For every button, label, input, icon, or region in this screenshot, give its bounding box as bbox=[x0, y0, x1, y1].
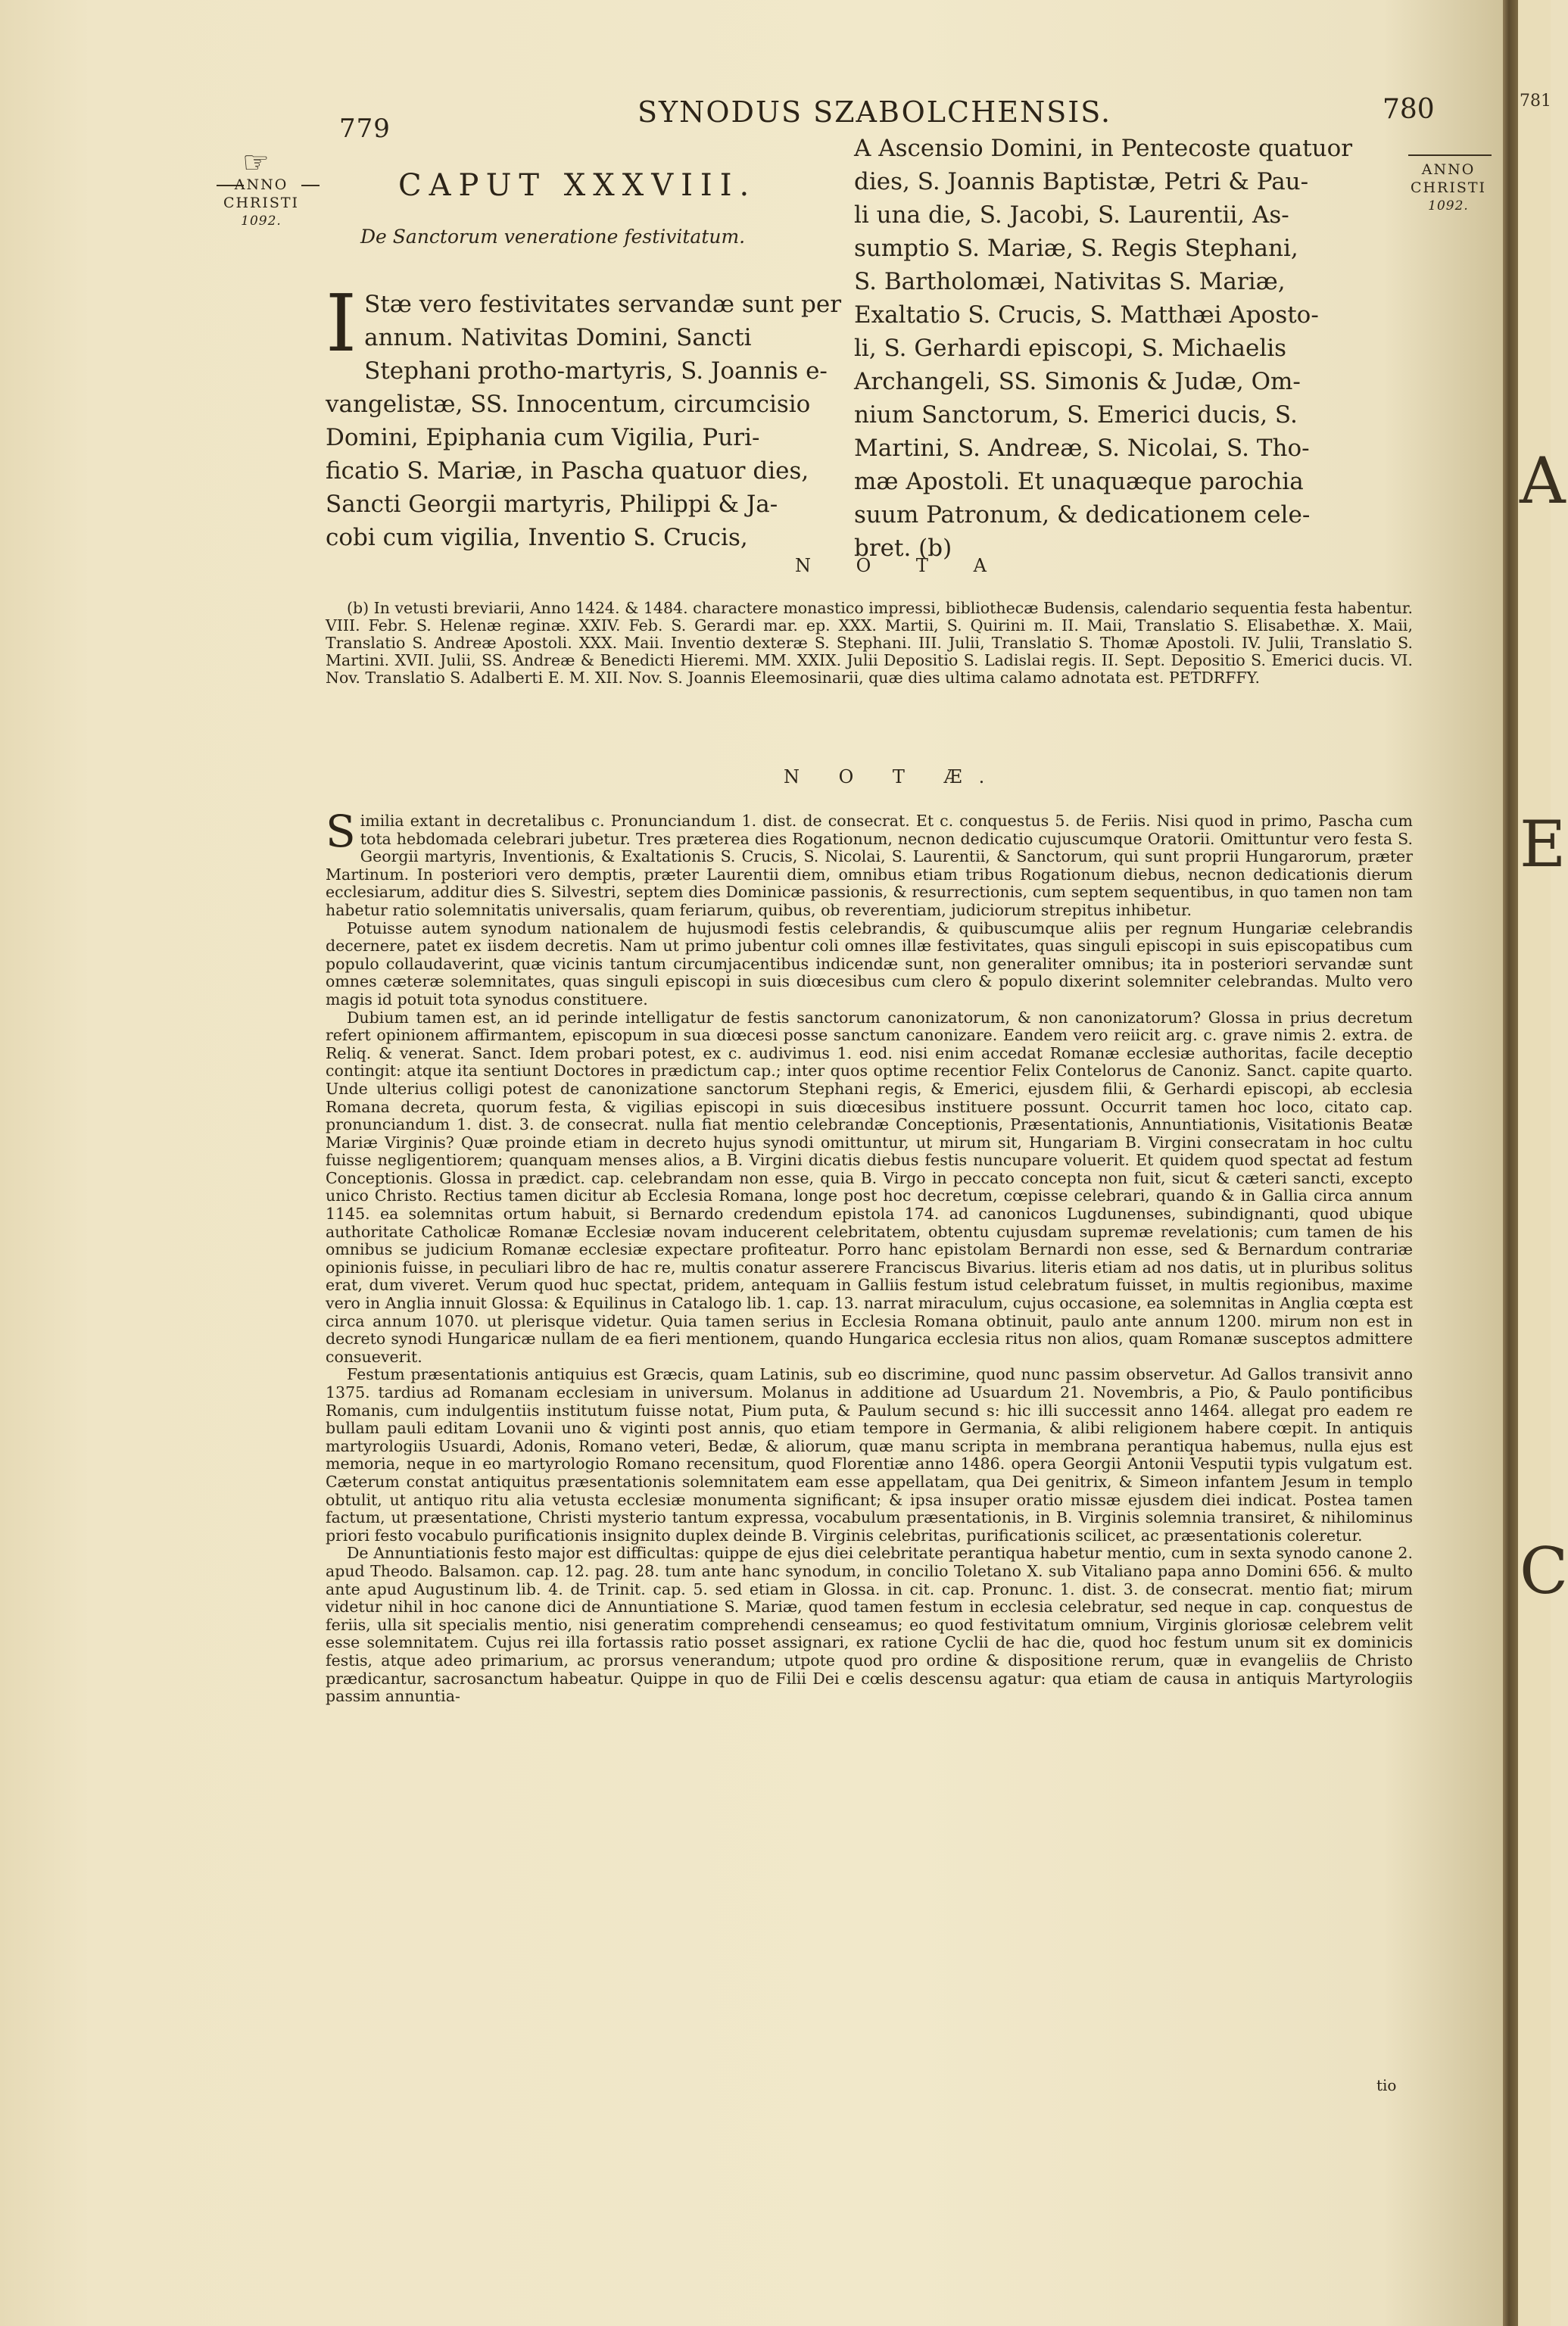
text-line: li una die, S. Jacobi, S. Laurentii, As- bbox=[854, 201, 1289, 229]
nota-footnote bbox=[326, 600, 1413, 687]
margin-note-anno-christi-right bbox=[1403, 161, 1494, 215]
text-line: Domini, Epiphania cum Vigilia, Puri- bbox=[326, 424, 760, 451]
book-gutter bbox=[1503, 0, 1518, 2326]
notae-paragraph-4: Festum præsentationis antiquius est Græcis, quam Latinis, sub eo discrimine, quod nunc passim observetur. Ad Gallos transivit anno 1375. tardius ad Romanam ecclesiam in universum. Molanus in additione ad Usuardum 21. Novembris, a Pio, & Paulo pontificibus Romanis, cum indulgentiis institutum fuisse notat, Pium puta, & Paulum secund s: hic illi successit anno 1464. allegat pro eadem re bullam pauli editam Lovanii uno & viginti post annis, quo etiam tempore in Germania, & alibi religionem habere cœpit. In antiquis martyrologiis Usuardi, Adonis, Romano veteri, Bedæ, & aliorum, quæ manu scripta in membrana perantiqua habemus, nulla ejus est memoria, neque in eo martyrologio Romano recensitum, quod Florentiæ anno 1486. opera Georgii Antonii Vesputii typis vulgatum est. Cæterum constat antiquitus præsentationis solemnitatem eam esse appellatam, qua Dei genitrix, & Simeon infantem Jesum in templo obtulit, ut antiquo ritu alia vetusta ecclesiæ monumenta significant; & ipsa insuper oratio missæ ejusdem diei indicat. Postea tamen factum, ut præsentatione, Christi mysterio tantum expressa, vocabulum præsentationis, in B. Virginis solemnia transiret, & nihilominus priori festo vocabulo purificationis insignito duplex deinde B. Virginis celebritas, purificationis scilicet, ac præsentationis coleretur. bbox=[326, 1365, 1413, 1545]
text-line: Archangeli, SS. Simonis & Judæ, Om- bbox=[854, 368, 1301, 395]
text-line: Stephani protho-martyris, S. Joannis e- bbox=[364, 357, 828, 385]
text-line: nium Sanctorum, S. Emerici ducis, S. bbox=[854, 401, 1298, 429]
drop-cap-letter: S bbox=[326, 806, 356, 857]
right-column-text bbox=[854, 132, 1407, 565]
text-line: annum. Nativitas Domini, Sancti bbox=[364, 324, 752, 351]
text-line: Exaltatio S. Crucis, S. Matthæi Aposto- bbox=[854, 301, 1319, 329]
text-line: Stæ vero festivitates servandæ sunt per bbox=[364, 291, 842, 318]
text-line: vangelistæ, SS. Innocentum, circumcisio bbox=[326, 391, 811, 418]
text-line: li, S. Gerhardi episcopi, S. Michaelis bbox=[854, 335, 1287, 362]
pointing-hand-icon: ☞ bbox=[242, 145, 270, 180]
text-line: suum Patronum, & dedicationem cele- bbox=[854, 501, 1311, 528]
text-line: A Ascensio Domini, in Pentecoste quatuor bbox=[854, 135, 1353, 162]
next-page-edge bbox=[1518, 0, 1568, 2326]
margin-year: 1092. bbox=[1428, 198, 1469, 214]
margin-note-anno-christi-left bbox=[204, 176, 318, 230]
margin-anno: ANNO bbox=[234, 176, 288, 193]
notae-paragraph-1-text: imilia extant in decretalibus c. Pronunciandum 1. dist. de consecrat. Et c. conquestus 5. de Feriis. Nisi quod in primo, Pascha cum tota hebdomada celebrari jubetur. Tres præterea dies Rogationum, necnon dedicatio cujuscumque Oratorii. Omittuntur vero festa S. Georgii martyris, Inventionis, & Exaltationis S. Crucis, S. Nicolai, S. Laurentii, & Sanctorum, qui sunt proprii Hungarorum, præter Martinum. In posteriori vero demptis, præter Laurentii diem, omnibus etiam tribus Rogationum diebus, necnon dedicationis dierum ecclesiarum, additur dies S. Silvestri, septem dies Dominicæ passionis, & resurrectionis, cum septem sequentibus, in quo tamen non tam habetur ratio solemnitatis universalis, quam feriarum, quibus, ob reverentiam, judiciorum strepitus inhibetur. bbox=[326, 812, 1413, 919]
running-title: SYNODUS SZABOLCHENSIS. bbox=[637, 95, 1112, 129]
chapter-subtitle: De Sanctorum veneratione festivitatum. bbox=[360, 226, 746, 248]
text-line: ficatio S. Mariæ, in Pascha quatuor dies, bbox=[326, 457, 809, 485]
notae-commentary bbox=[326, 806, 1413, 1706]
margin-christi: CHRISTI bbox=[1410, 179, 1487, 196]
notae-paragraph-1 bbox=[326, 806, 1413, 920]
next-page-letter-c: C bbox=[1520, 1534, 1568, 1608]
page-number-right: 780 bbox=[1383, 94, 1435, 125]
nota-paragraph: (b) In vetusti breviarii, Anno 1424. & 1484. charactere monastico impressi, bibliothecæ Budensis, calendario sequentia festa habentur. VIII. Febr. S. Helenæ reginæ. XXIV. Feb. S. Gerardi mar. ep. XXX. Martii, S. Quirini m. II. Maii, Translatio S. Elisabethæ. X. Maii, Translatio S. Andreæ Apostoli. XXX. Maii. Inventio dexteræ S. Stephani. III. Julii, Translatio S. Thomæ Apostoli. IV. Julii, Translatio S. Martini. XVII. Julii, SS. Andreæ & Benedicti Hieremi. MM. XXIX. Julii Depositio S. Ladislai regis. II. Sept. Depositio S. Emerici ducis. VI. Nov. Translatio S. Adalberti E. M. XII. Nov. S. Joannis Eleemosinarii, quæ dies ultima calamo adnotata est. PETDRFFY. bbox=[326, 599, 1413, 687]
margin-christi: CHRISTI bbox=[223, 195, 300, 211]
margin-anno: ANNO bbox=[1421, 161, 1476, 178]
catchword: tio bbox=[1376, 2076, 1397, 2094]
notae-heading: N O T Æ. bbox=[784, 766, 1002, 787]
notae-paragraph-5: De Annuntiationis festo major est difficultas: quippe de ejus diei celebritate perantiqua habetur mentio, cum in sexta synodo canone 2. apud Theodo. Balsamon. cap. 12. pag. 28. tum ante hanc synodum, in concilio Toletano X. sub Vitaliano papa anno Domini 656. & multo ante apud Augustinum lib. 4. de Trinit. cap. 5. sed etiam in Glossa. in cit. cap. Pronunc. 1. dist. 3. de consecrat. mentio fiat; mirum videtur nihil in hoc canone dici de Annuntiatione S. Mariæ, quod tamen festum in ecclesia celebratur, sed neque in cap. conquestus de feriis, ulla sit specialis mentio, nisi generatim comprehendi censeamus; eo quod festivitatum omnium, Virginis gloriosæ celebrem velit esse solemnitatem. Cujus rei illa fortassis ratio posset assignari, ex ratione Cyclii de hac die, quod hoc festum unum sit ex dominicis festis, atque adeo primarium, ac prorsus venerandum; utpote quod pro ordine & dispositione rerum, quæ in evangeliis de Christo prædicantur, sacrosanctum habeatur. Quippe in quo de Filii Dei e cœlis descensu agatur: qua etiam de causa in antiquis Martyrologiis passim annuntia- bbox=[326, 1544, 1413, 1706]
text-line: mæ Apostoli. Et unaquæque parochia bbox=[854, 468, 1304, 495]
text-line: dies, S. Joannis Baptistæ, Petri & Pau- bbox=[854, 168, 1309, 195]
margin-year: 1092. bbox=[241, 214, 282, 229]
margin-rule-right bbox=[1408, 154, 1492, 156]
text-line: Martini, S. Andreæ, S. Nicolai, S. Tho- bbox=[854, 435, 1310, 462]
left-column-text bbox=[326, 277, 846, 554]
notae-paragraph-2: Potuisse autem synodum nationalem de hujusmodi festis celebrandis, & quibuscumque aliis per regnum Hungariæ celebrandis decernere, patet ex iisdem decretis. Nam ut primo jubentur coli omnes illæ festivitates, quas singuli episcopi in suis episcopatibus cum populo collaudaverint, quæ vicinis tantum circumjacentibus indicendæ sunt, non generaliter omnibus; ita in posteriori servandæ sunt omnes cæteræ solemnitates, quas singuli episcopi in suis diœcesibus cum clero & populo dixerint solemniter celebrandas. Multo vero magis id potuit tota synodus constituere. bbox=[326, 918, 1413, 1009]
next-page-number: 781 bbox=[1520, 92, 1551, 111]
chapter-title: CAPUT XXXVIII. bbox=[398, 168, 757, 203]
text-line: sumptio S. Mariæ, S. Regis Stephani, bbox=[854, 235, 1298, 262]
next-page-letter-e: E bbox=[1520, 807, 1566, 881]
page-number-left: 779 bbox=[339, 114, 391, 144]
text-line: bret. (b) bbox=[854, 535, 952, 562]
nota-heading: N O T A bbox=[795, 555, 1006, 576]
text-line: Sancti Georgii martyris, Philippi & Ja- bbox=[326, 491, 778, 518]
text-line: cobi cum vigilia, Inventio S. Crucis, bbox=[326, 524, 748, 551]
text-line: S. Bartholomæi, Nativitas S. Mariæ, bbox=[854, 268, 1286, 295]
next-page-letter-a: A bbox=[1520, 444, 1566, 518]
notae-paragraph-3: Dubium tamen est, an id perinde intelligatur de festis sanctorum canonizatorum, & non canonizatorum? Glossa in prius decretum refert opinionem affirmantem, episcopum in sua diœcesi posse sanctum canonizare. Eandem vero reiicit arg. c. grave nimis 2. extra. de Reliq. & venerat. Sanct. Idem probari potest, ex c. audivimus 1. eod. nisi enim accedat Romanæ ecclesiæ authoritas, facile deceptio contingit: atque ita sentiunt Doctores in prædictum cap.; inter quos optime recentior Felix Contelorus de Canoniz. Sanct. capite quarto. Unde ulterius colligi potest de canonizatione sanctorum Stephani regis, & Emerici, ejusdem filii, & Gerhardi episcopi, ab ecclesia Romana decreta, quorum festa, & vigilias episcopi in suis diœcesibus instituere possunt. Occurrit tamen hoc loco, citato cap. pronunciandum 1. dist. 3. de consecrat. nulla fiat mentio celebrandæ Conceptionis, Præsentationis, Annuntiationis, Visitationis Beatæ Mariæ Virginis? Quæ proinde etiam in decreto hujus synodi omittuntur, ut mirum sit, Hungariam B. Virgini consecratam in hoc cultu fuisse negligentiorem; quanquam menses alios, a B. Virgini dicatis diebus festis nuncupare voluerit. Et quidem quod spectat ad festum Conceptionis. Glossa in prædict. cap. celebrandam non esse, quia B. Virgo in peccato concepta non fuit, sicut & cæteri sancti, excepto unico Christo. Rectius tamen dicitur ab Ecclesia Romana, longe post hoc decretum, cœpisse celebrari, quando & in Gallia circa annum 1145. ea solemnitas ortum habuit, si Bernardo credendum epistola 174. ad canonicos Lugdunenses, subindignanti, quod ubique authoritate Catholicæ Romanæ Ecclesiæ novam inducerent celebritatem, obtentu cujusdam supremæ revelationis; cum tamen de his omnibus se judicium Romanæ ecclesiæ expectare profiteatur. Porro hanc epistolam Bernardi non esse, sed & Bernardum contrariæ opinionis fuisse, in peculiari libro de hac re, multis conatur asserere Franciscus Bivarius. literis etiam ad nos datis, ut in pluribus solitus erat, dum viveret. Verum quod huc spectat, pridem, antequam in Galliis festum istud celebratum fuisset, in multis regionibus, maxime vero in Anglia innuit Glossa: & Equilinus in Catalogo lib. 1. cap. 13. narrat miraculum, cujus occasione, ea solemnitas in Anglia cœpta est circa annum 1070. ut plerisque videtur. Quia tamen serius in Ecclesia Romana obtinuit, paulo ante annum 1200. mirum non est in decreto synodi Hungaricæ nullam de ea fieri mentionem, quando Hungarica ecclesia ritus non alios, quam Romanæ susceptos admittere consueverit. bbox=[326, 1008, 1413, 1366]
drop-cap-letter: I bbox=[326, 277, 357, 369]
